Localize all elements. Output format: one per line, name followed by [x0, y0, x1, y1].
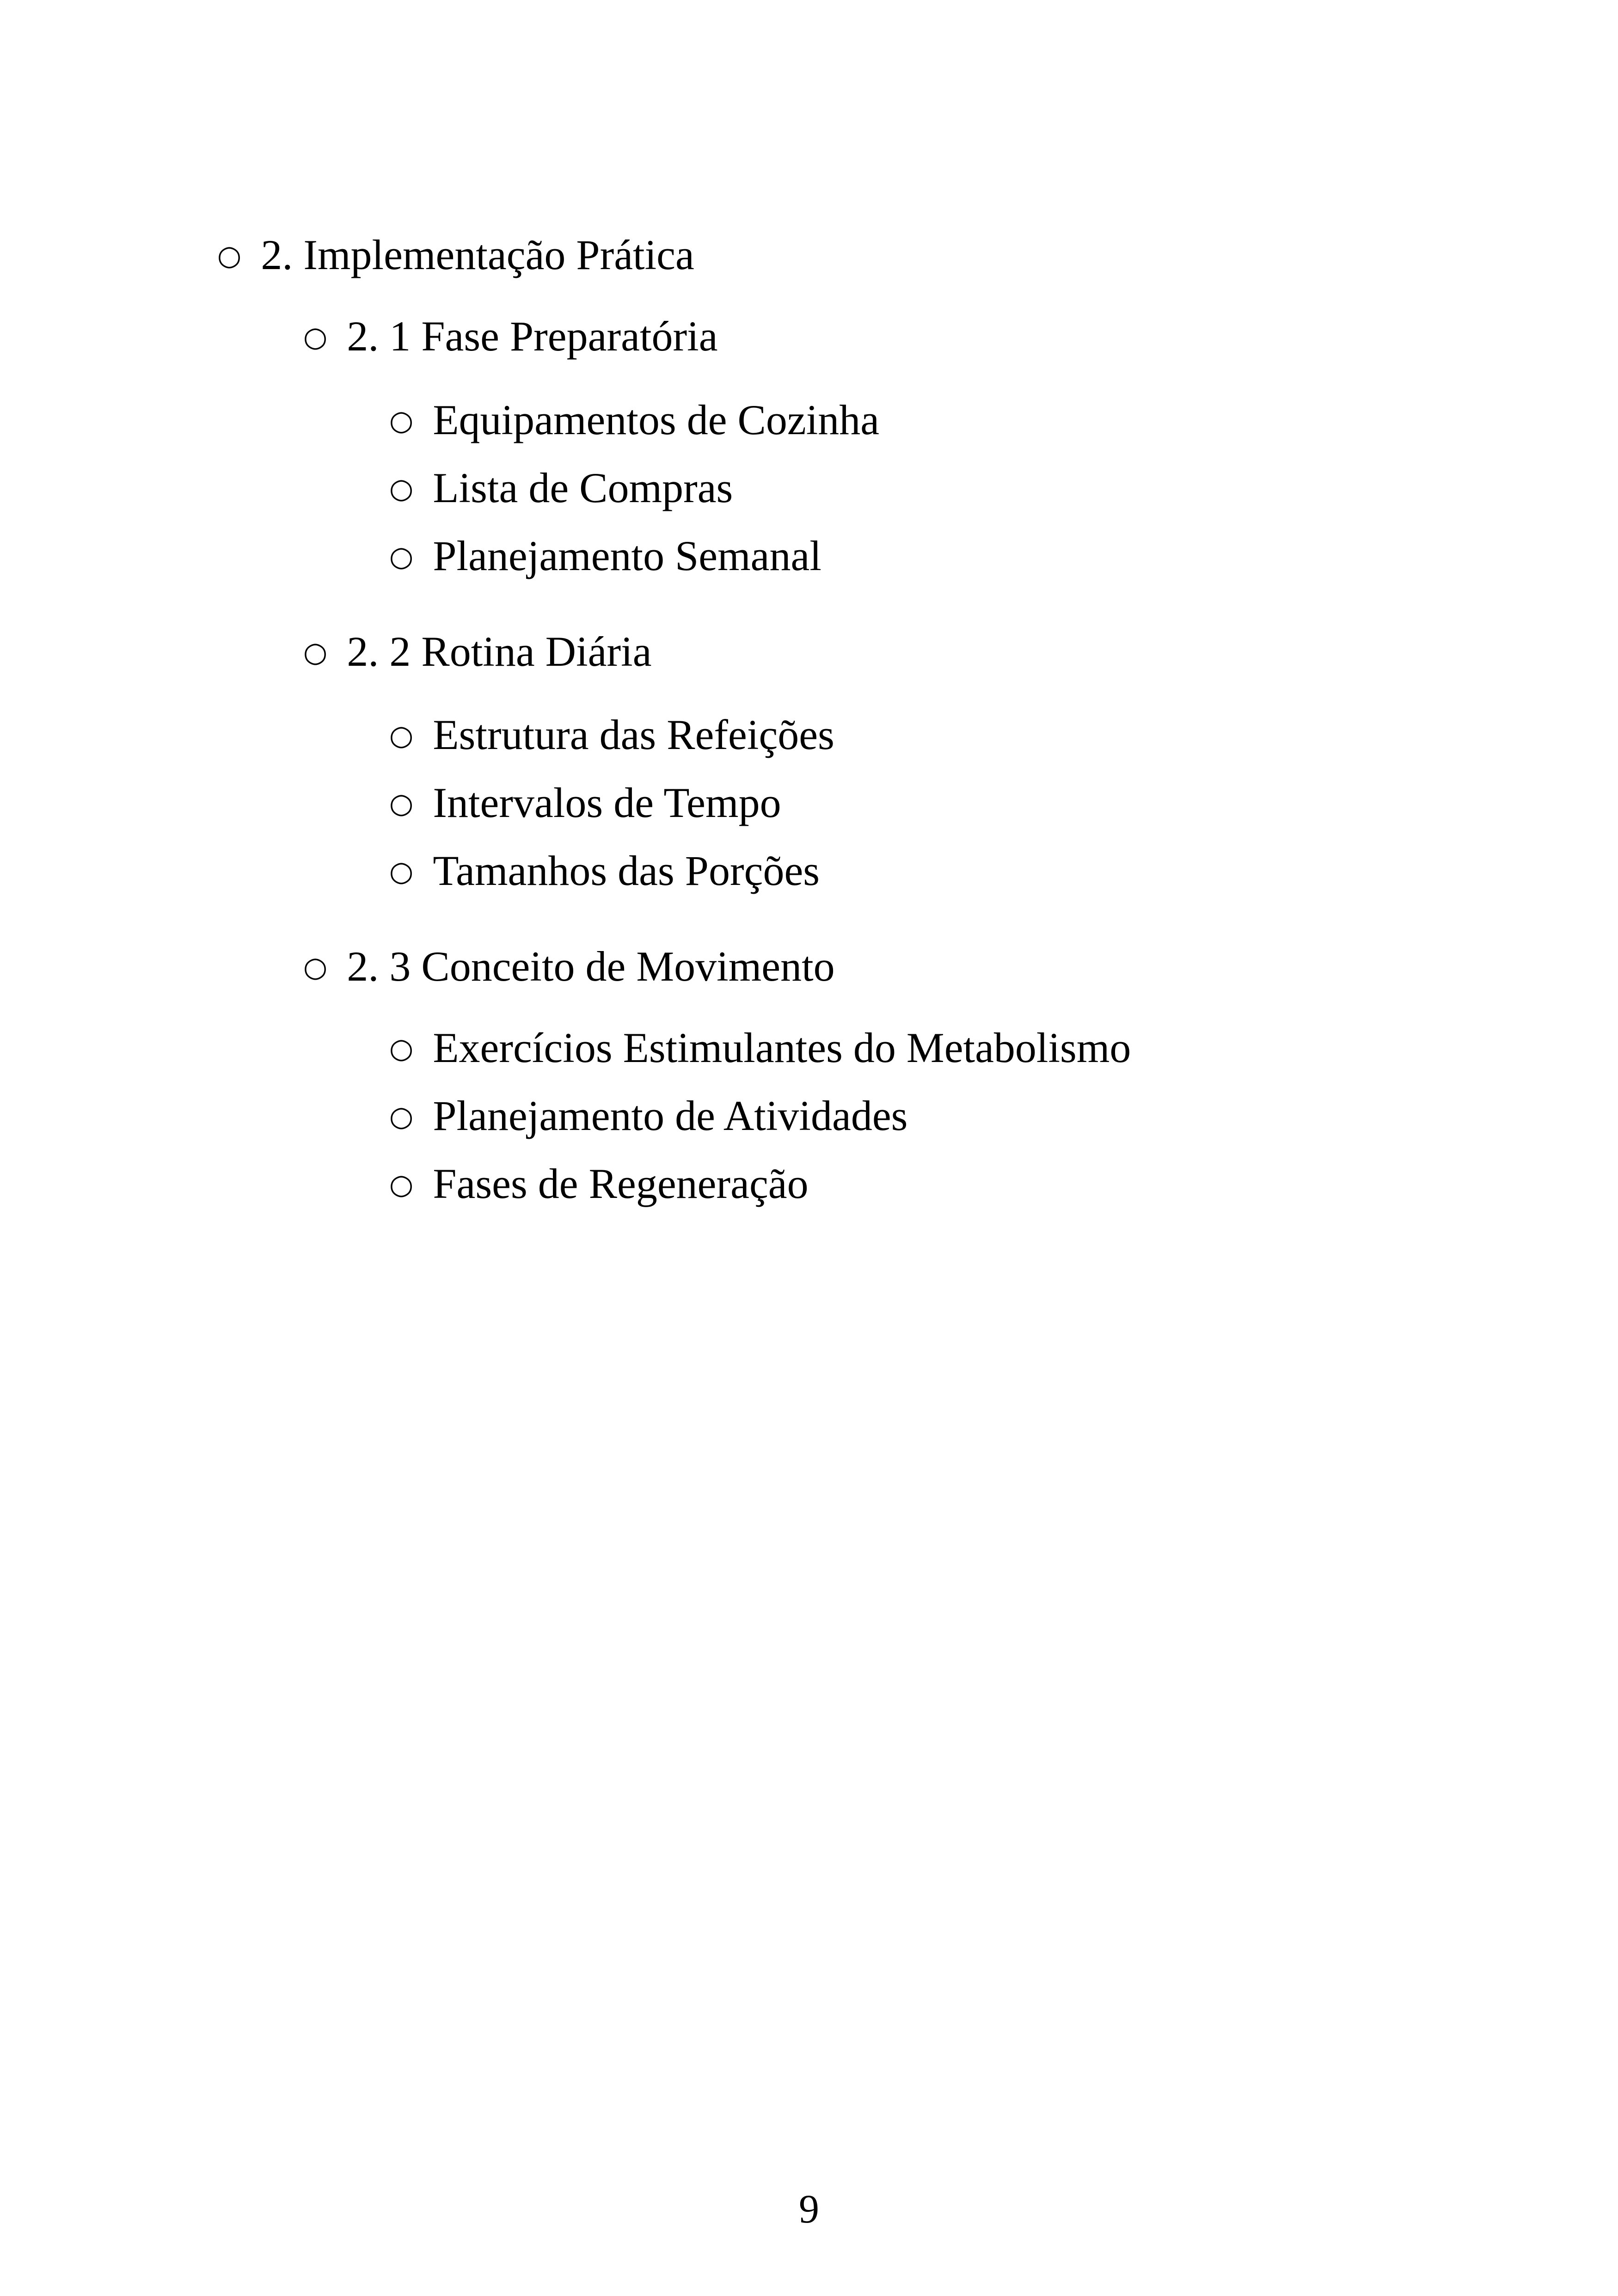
circle-bullet-icon: ○	[389, 855, 414, 888]
toc-subsection-label: 2. 2 Rotina Diária	[347, 628, 652, 675]
toc-item	[389, 1162, 809, 1205]
toc-subsection-2-1	[303, 313, 718, 360]
circle-bullet-icon: ○	[303, 951, 328, 983]
circle-bullet-icon: ○	[389, 404, 414, 437]
toc-item-label: Planejamento Semanal	[433, 532, 821, 579]
circle-bullet-icon: ○	[389, 1100, 414, 1133]
circle-bullet-icon: ○	[303, 636, 328, 669]
toc-item-label: Equipamentos de Cozinha	[433, 396, 880, 443]
toc-item	[389, 464, 733, 511]
toc-item	[389, 849, 820, 892]
toc-item	[389, 1094, 907, 1137]
toc-item-label: Exercícios Estimulantes do Metabolismo	[433, 1024, 1131, 1071]
toc-item	[389, 396, 880, 443]
toc-subsection-2-2	[303, 630, 652, 673]
toc-item-label: Intervalos de Tempo	[433, 779, 781, 826]
toc-item-label: Estrutura das Refeições	[433, 711, 834, 758]
circle-bullet-icon: ○	[389, 1168, 414, 1201]
circle-bullet-icon: ○	[303, 320, 328, 353]
toc-item-label: Tamanhos das Porções	[433, 847, 820, 894]
toc-section-label: 2. Implementação Prática	[261, 231, 694, 278]
toc-item	[389, 1026, 1131, 1069]
toc-subsection-label: 2. 3 Conceito de Movimento	[347, 943, 835, 990]
circle-bullet-icon: ○	[389, 719, 414, 752]
circle-bullet-icon: ○	[389, 1032, 414, 1065]
toc-item-label: Lista de Compras	[433, 464, 733, 511]
circle-bullet-icon: ○	[217, 239, 242, 272]
toc-subsection-2-3	[303, 945, 835, 988]
toc-item-label: Planejamento de Atividades	[433, 1092, 908, 1139]
page-number: 9	[799, 2187, 819, 2232]
toc-item	[389, 713, 834, 756]
toc-item-label: Fases de Regeneração	[433, 1160, 809, 1207]
circle-bullet-icon: ○	[389, 540, 414, 573]
toc-subsection-label: 2. 1 Fase Preparatória	[347, 313, 718, 360]
circle-bullet-icon: ○	[389, 787, 414, 820]
circle-bullet-icon: ○	[389, 472, 414, 505]
toc-item	[389, 781, 781, 824]
toc-section-2	[217, 233, 694, 276]
toc-item	[389, 534, 821, 577]
